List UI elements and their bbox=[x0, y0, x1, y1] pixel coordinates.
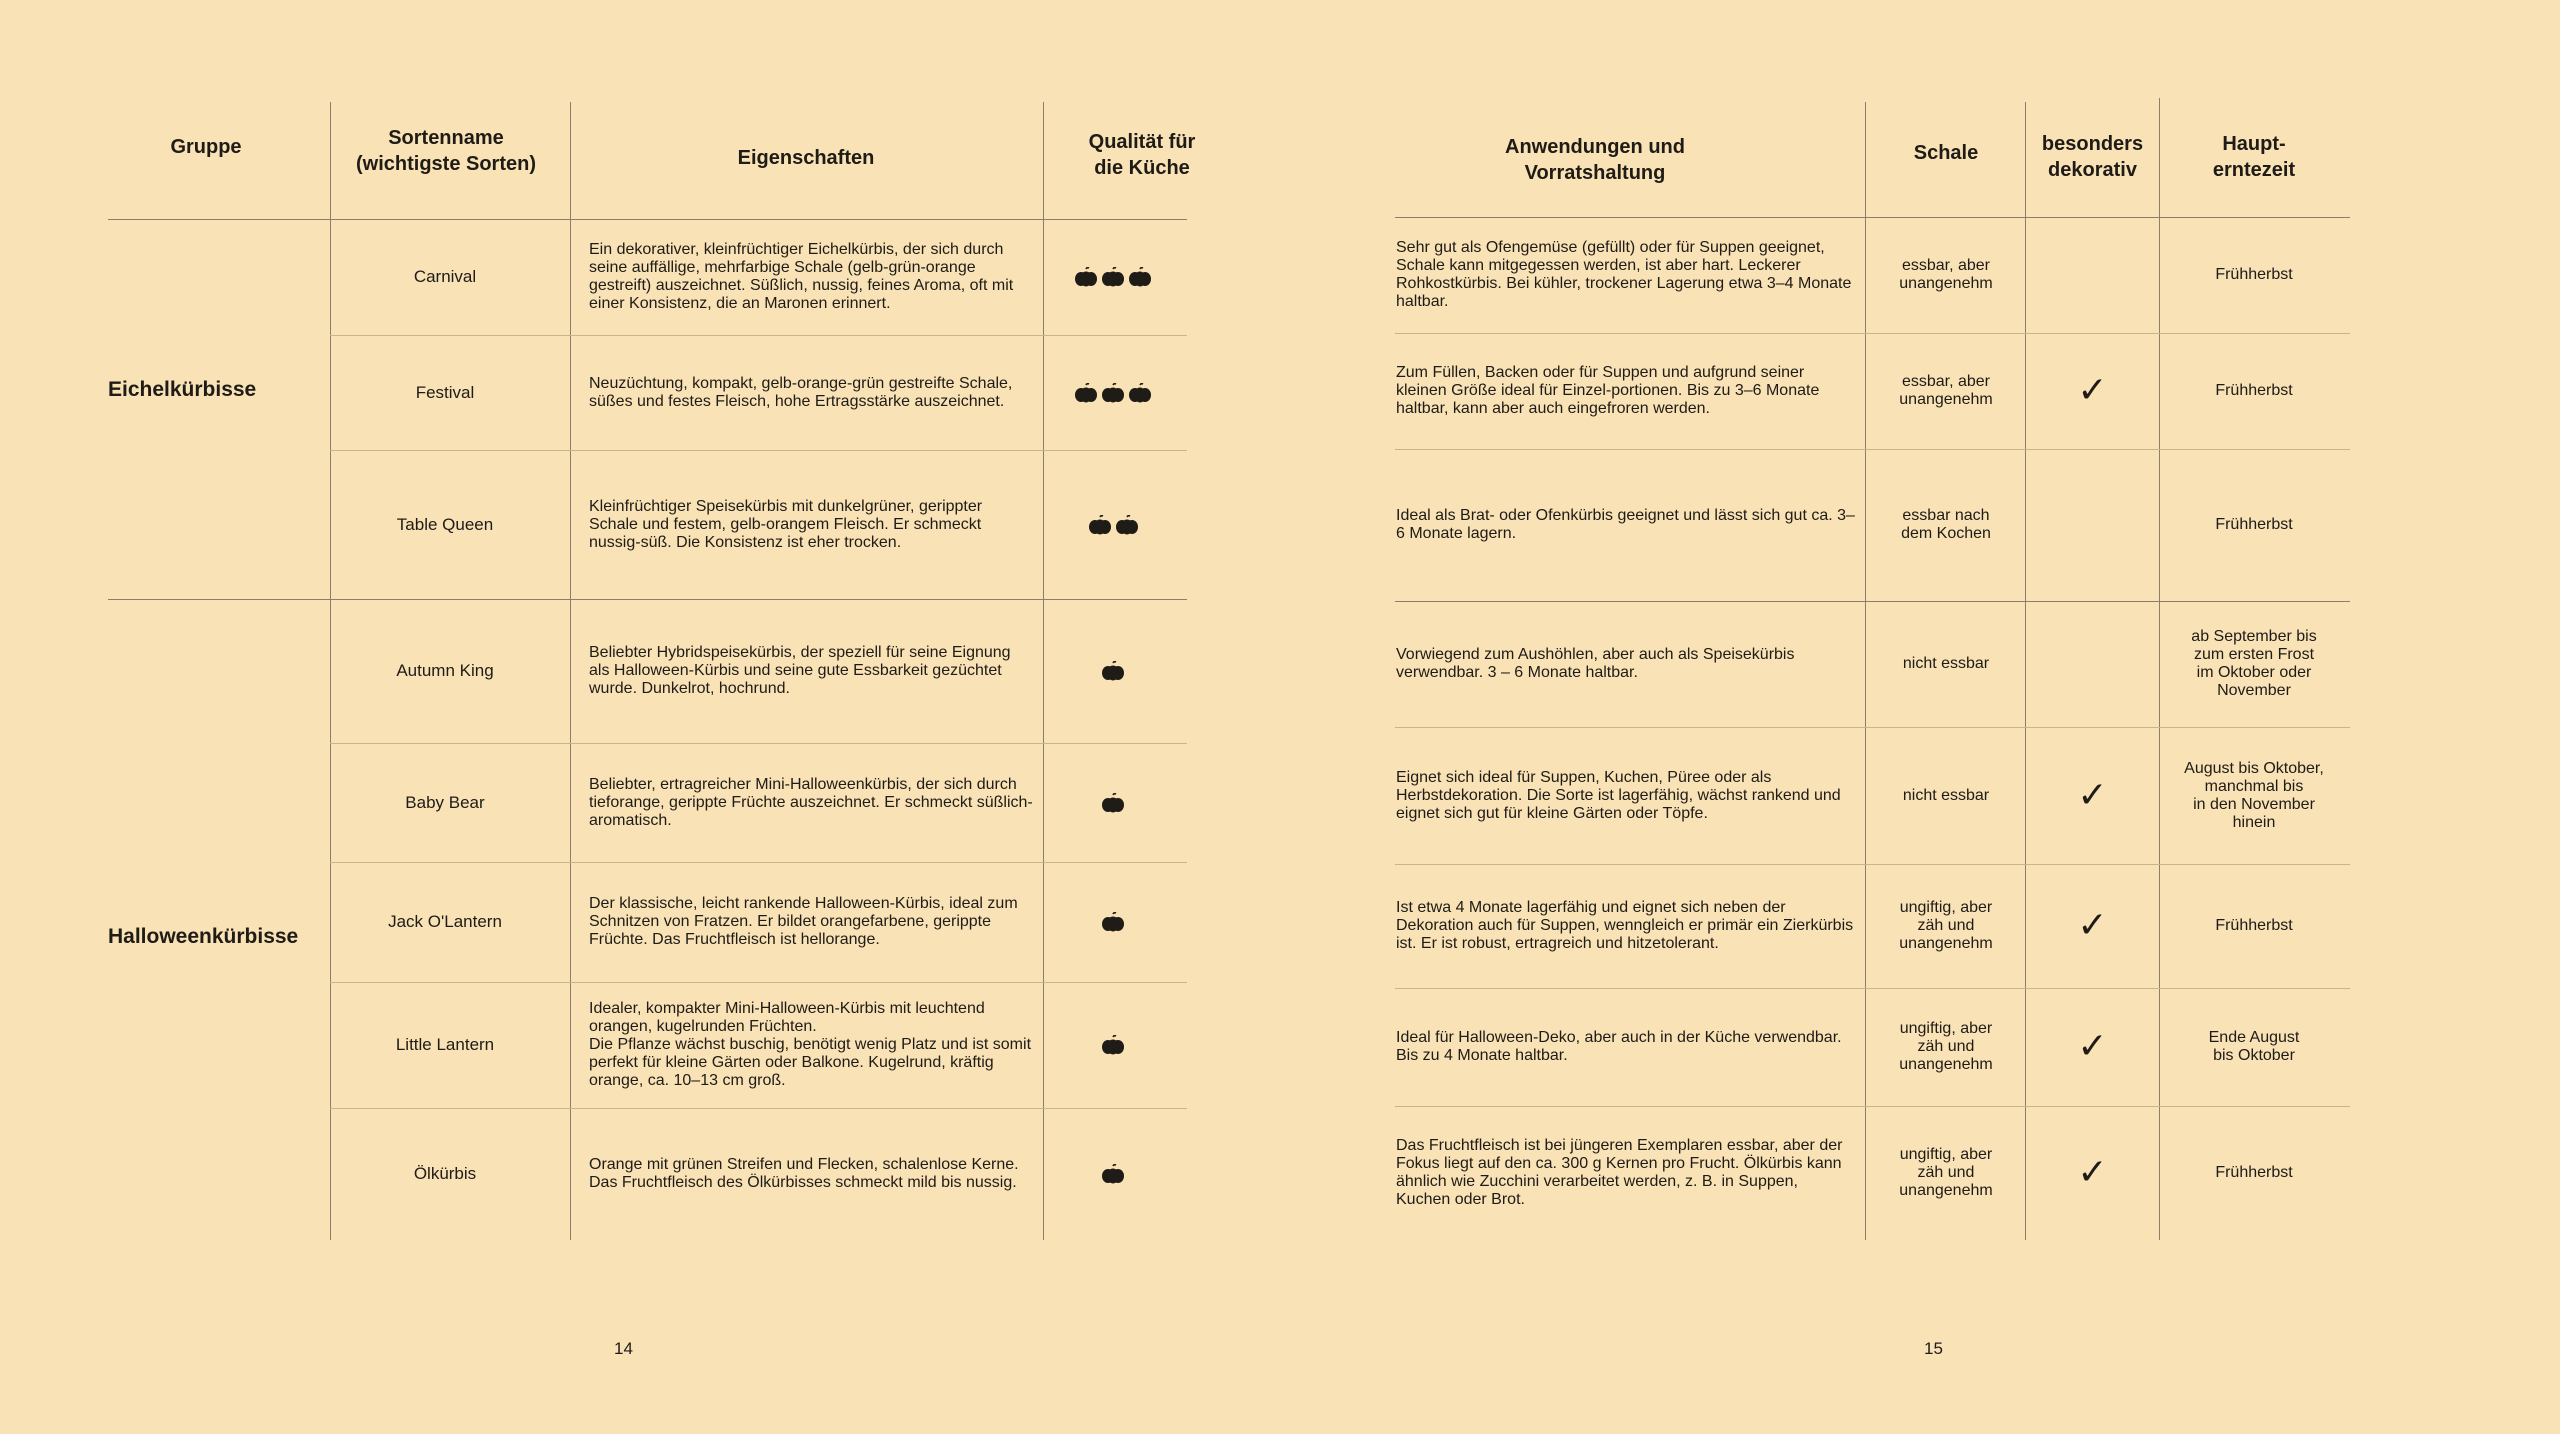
skin-edibility bbox=[1866, 601, 2026, 727]
pumpkin-rating-group bbox=[1088, 515, 1139, 535]
variety-description-text: Kleinfrüchtiger Speisekürbis mit dunkelgrüner, gerippter Schale und festem, gelb-orangem Fleisch. Er schmeckt nussig-süß. Die Konsistenz ist eher trocken. bbox=[589, 497, 983, 551]
divider bbox=[330, 102, 331, 1240]
checkmark-icon: ✓ bbox=[2077, 774, 2108, 816]
header-anwendungen: Anwendungen und Vorratshaltung bbox=[1505, 136, 1685, 184]
pumpkin-icon bbox=[1074, 267, 1098, 287]
quality-rating bbox=[1044, 862, 1182, 982]
header-qualitaet: Qualität für die Küche bbox=[1088, 131, 1196, 179]
harvest-text: Frühherbst bbox=[2215, 516, 2293, 533]
decorative-cell bbox=[2026, 1106, 2159, 1240]
pumpkin-icon bbox=[1101, 661, 1125, 681]
pumpkin-icon bbox=[1101, 1035, 1125, 1055]
harvest-text: Ende August bis Oktober bbox=[2208, 1029, 2300, 1064]
harvest-time bbox=[2160, 449, 2348, 601]
page-number: 15 bbox=[1924, 1339, 1943, 1358]
skin-edibility bbox=[1866, 333, 2026, 449]
header-dekorativ: besonders dekorativ bbox=[2041, 133, 2144, 181]
harvest-time bbox=[2160, 333, 2348, 449]
page-number: 14 bbox=[614, 1339, 633, 1358]
decorative-cell bbox=[2026, 727, 2159, 864]
pumpkin-rating-group bbox=[1074, 267, 1152, 287]
harvest-time bbox=[2160, 601, 2348, 727]
harvest-text: ab September bis zum ersten Frost im Oktober oder November bbox=[2191, 628, 2317, 699]
usage-description bbox=[1396, 333, 1856, 449]
variety-name: Table Queen bbox=[396, 514, 494, 534]
variety-description bbox=[589, 335, 1035, 450]
quality-rating bbox=[1044, 1108, 1182, 1240]
skin-text: ungiftig, aber zäh und unangenehm bbox=[1899, 1020, 1993, 1073]
pumpkin-icon bbox=[1101, 1164, 1125, 1184]
pumpkin-rating-group bbox=[1101, 1035, 1125, 1055]
checkmark-icon: ✓ bbox=[2077, 370, 2108, 411]
pumpkin-rating-group bbox=[1101, 1164, 1125, 1184]
checkmark-icon: ✓ bbox=[2077, 1152, 2108, 1193]
variety-description-text: Beliebter Hybridspeisekürbis, der speziell für seine Eignung als Halloween-Kürbis und seine gute Essbarkeit gezüchtet wurde. Dunkelrot, hochrund. bbox=[589, 644, 1011, 697]
pumpkin-rating-group bbox=[1074, 383, 1152, 403]
variety-name: Ölkürbis bbox=[413, 1164, 477, 1183]
usage-text: Das Fruchtfleisch ist bei jüngeren Exemplaren essbar, aber der Fokus liegt auf den ca. 300 g Kernen pro Frucht. Ölkürbis kann ähnlich wie Zucchini verarbeitet werden, z. B. in Suppen, Kuchen oder Brot. bbox=[1396, 1137, 1843, 1208]
pumpkin-icon bbox=[1101, 383, 1125, 403]
quality-rating bbox=[1044, 219, 1182, 335]
pumpkin-rating-group bbox=[1101, 661, 1125, 681]
harvest-time bbox=[2160, 1106, 2348, 1240]
usage-text: Eignet sich ideal für Suppen, Kuchen, Püree oder als Herbstdekoration. Die Sorte ist lagerfähig, wächst rankend und eignet sich gut für kleine Gärten oder Töpfe. bbox=[1396, 768, 1841, 822]
pumpkin-icon bbox=[1101, 267, 1125, 287]
variety-name: Baby Bear bbox=[405, 792, 485, 812]
usage-description bbox=[1396, 988, 1856, 1106]
pumpkin-rating-group bbox=[1101, 793, 1125, 813]
variety-name: Little Lantern bbox=[395, 1035, 495, 1054]
variety-description-text: Ein dekorativer, kleinfrüchtiger Eichelkürbis, der sich durch seine auffällige, mehrfarbige Schale (gelb-grün-orange gestreift) auszeichnet. Süßlich, nussig, feines Aroma, oft mit einer Konsistenz, die an Maronen erinnert. bbox=[589, 241, 1014, 312]
variety-description bbox=[589, 743, 1035, 862]
decorative-cell bbox=[2026, 449, 2159, 601]
usage-text: Ideal für Halloween-Deko, aber auch in der Küche verwendbar. Bis zu 4 Monate haltbar. bbox=[1396, 1029, 1842, 1064]
usage-text: Sehr gut als Ofengemüse (gefüllt) oder für Suppen geeignet, Schale kann mitgegessen werden, ist aber hart. Leckerer Rohkostkürbis. Bei kühler, trockener Lagerung etwa 3–4 Monate haltbar. bbox=[1396, 239, 1852, 310]
pumpkin-icon bbox=[1128, 383, 1152, 403]
quality-rating bbox=[1044, 335, 1182, 450]
variety-name: Festival bbox=[415, 382, 475, 402]
variety-description-text: Der klassische, leicht rankende Halloween-Kürbis, ideal zum Schnitzen von Fratzen. Er bildet orangefarbene, gerippte Früchte. Das Fruchtfleisch ist hellorange. bbox=[589, 895, 1018, 948]
skin-text: essbar nach dem Kochen bbox=[1901, 507, 1991, 542]
harvest-time bbox=[2160, 864, 2348, 988]
harvest-text: Frühherbst bbox=[2215, 1164, 2293, 1181]
pumpkin-icon bbox=[1128, 267, 1152, 287]
harvest-text: Frühherbst bbox=[2215, 917, 2293, 934]
usage-text: Vorwiegend zum Aushöhlen, aber auch als Speisekürbis verwendbar. 3 – 6 Monate haltbar. bbox=[1396, 646, 1795, 681]
skin-text: nicht essbar bbox=[1902, 655, 1990, 672]
usage-description bbox=[1396, 864, 1856, 988]
pumpkin-rating-group bbox=[1101, 912, 1125, 932]
skin-edibility bbox=[1866, 988, 2026, 1106]
skin-text: ungiftig, aber zäh und unangenehm bbox=[1899, 1146, 1993, 1199]
skin-edibility bbox=[1866, 217, 2026, 333]
harvest-time bbox=[2160, 217, 2348, 333]
quality-rating bbox=[1044, 982, 1182, 1108]
skin-text: nicht essbar bbox=[1902, 786, 1990, 804]
harvest-text: Frühherbst bbox=[2215, 266, 2293, 283]
skin-edibility bbox=[1866, 449, 2026, 601]
variety-description bbox=[589, 862, 1035, 982]
header-eigenschaften: Eigenschaften bbox=[737, 147, 875, 169]
usage-text: Ideal als Brat- oder Ofenkürbis geeignet und lässt sich gut ca. 3–6 Monate lagern. bbox=[1396, 507, 1855, 542]
header-sortenname: Sortenname (wichtigste Sorten) bbox=[355, 127, 536, 175]
decorative-cell bbox=[2026, 988, 2159, 1106]
decorative-cell bbox=[2026, 864, 2159, 988]
harvest-time bbox=[2160, 988, 2348, 1106]
variety-name: Autumn King bbox=[396, 661, 494, 680]
decorative-cell bbox=[2026, 601, 2159, 727]
decorative-cell bbox=[2026, 333, 2159, 449]
variety-description bbox=[589, 982, 1035, 1108]
checkmark-icon: ✓ bbox=[2077, 905, 2108, 946]
variety-name: Carnival bbox=[413, 267, 477, 286]
variety-name: Jack O'Lantern bbox=[388, 912, 502, 931]
skin-edibility bbox=[1866, 727, 2026, 864]
header-erntezeit: Haupt- erntezeit bbox=[2212, 133, 2296, 181]
group-eichelkuerbisse: Eichelkürbisse bbox=[108, 378, 257, 401]
usage-description bbox=[1396, 217, 1856, 333]
usage-text: Ist etwa 4 Monate lagerfähig und eignet sich neben der Dekoration auch für Suppen, wenngleich er primär ein Zierkürbis ist. Er ist robust, ertragreich und hitzetolerant. bbox=[1396, 899, 1854, 952]
quality-rating bbox=[1044, 743, 1182, 862]
decorative-cell bbox=[2026, 217, 2159, 333]
pumpkin-icon bbox=[1088, 515, 1112, 535]
group-halloweenkuerbisse: Halloweenkürbisse bbox=[108, 925, 299, 948]
pumpkin-icon bbox=[1115, 515, 1139, 535]
header-schale: Schale bbox=[1913, 142, 1979, 164]
skin-edibility bbox=[1866, 864, 2026, 988]
harvest-text: August bis Oktober, manchmal bis in den November hinein bbox=[2184, 759, 2324, 831]
checkmark-icon: ✓ bbox=[2077, 1026, 2108, 1067]
variety-description bbox=[589, 219, 1035, 335]
variety-description bbox=[589, 599, 1035, 743]
divider bbox=[570, 102, 571, 1240]
variety-description-text: Idealer, kompakter Mini-Halloween-Kürbis mit leuchtend orangen, kugelrunden Früchten. Die Pflanze wächst buschig, benötigt wenig Platz und ist somit perfekt für kleine Gärten oder Balkone. Kugelrund, kräftig orange, ca. 10–13 cm groß. bbox=[589, 1000, 1032, 1089]
skin-text: ungiftig, aber zäh und unangenehm bbox=[1899, 899, 1993, 952]
variety-description-text: Beliebter, ertragreicher Mini-Halloweenkürbis, der sich durch tieforange, gerippte Früchte auszeichnet. Er schmeckt süßlich-aromatisch. bbox=[589, 775, 1033, 829]
usage-description bbox=[1396, 1106, 1856, 1240]
variety-description bbox=[589, 450, 1035, 599]
pumpkin-icon bbox=[1101, 793, 1125, 813]
usage-description bbox=[1396, 727, 1856, 864]
skin-edibility bbox=[1866, 1106, 2026, 1240]
quality-rating bbox=[1044, 450, 1182, 599]
usage-description bbox=[1396, 601, 1856, 727]
usage-description bbox=[1396, 449, 1856, 601]
harvest-time bbox=[2160, 727, 2348, 864]
harvest-text: Frühherbst bbox=[2215, 382, 2293, 399]
variety-description-text: Neuzüchtung, kompakt, gelb-orange-grün gestreifte Schale, süßes und festes Fleisch, hohe Ertragsstärke auszeichnet. bbox=[589, 374, 1013, 410]
variety-description bbox=[589, 1108, 1035, 1240]
pumpkin-icon bbox=[1074, 383, 1098, 403]
skin-text: essbar, aber unangenehm bbox=[1899, 373, 1993, 408]
variety-description-text: Orange mit grünen Streifen und Flecken, schalenlose Kerne. Das Fruchtfleisch des Ölkürbisses schmeckt mild bis nussig. bbox=[589, 1156, 1019, 1191]
usage-text: Zum Füllen, Backen oder für Suppen und aufgrund seiner kleinen Größe ideal für Einzel-portionen. Bis zu 3–6 Monate haltbar, kann aber auch eingefroren werden. bbox=[1396, 364, 1820, 417]
quality-rating bbox=[1044, 599, 1182, 743]
skin-text: essbar, aber unangenehm bbox=[1899, 257, 1993, 292]
header-gruppe: Gruppe bbox=[170, 136, 242, 158]
pumpkin-icon bbox=[1101, 912, 1125, 932]
